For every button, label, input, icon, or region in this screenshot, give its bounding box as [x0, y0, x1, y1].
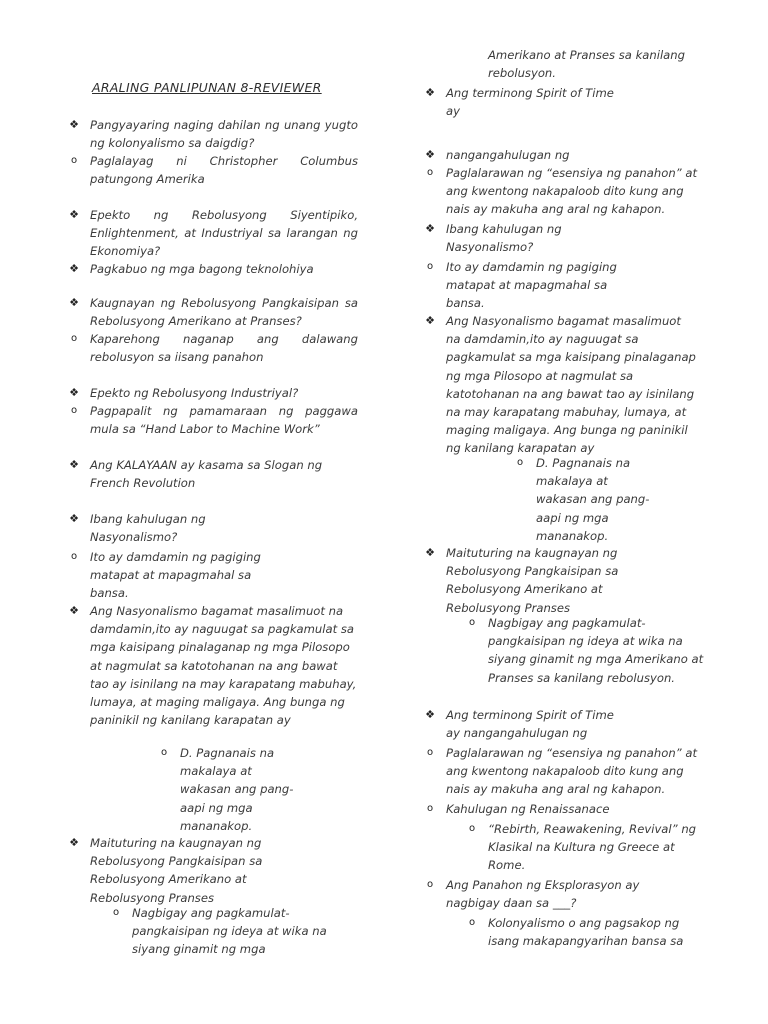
list-item-text: Paglalarawan ng “esensiya ng panahon” at ang kwentong nakapaloob dito kung ang nais ay makuha ang aral ng kahapon. — [446, 746, 698, 797]
list-item — [422, 876, 662, 912]
list-item — [66, 260, 358, 278]
diamond-bullet-icon: ❖ — [69, 458, 79, 471]
circle-bullet-icon: o — [70, 333, 78, 344]
list-item — [66, 456, 358, 492]
list-item — [66, 152, 358, 188]
list-item — [66, 834, 296, 907]
list-item — [464, 820, 704, 875]
list-item-text: Maituturing na kaugnayan ng Rebolusyong Pangkaisipan sa Rebolusyong Amerikano at Rebolusyong Pranses — [446, 546, 619, 615]
list-item — [66, 330, 358, 366]
circle-bullet-icon: o — [468, 617, 476, 628]
list-item-text: Pangyayaring naging dahilan ng unang yugto ng kolonyalismo sa daigdig? — [90, 118, 358, 151]
list-item-text: Ang Panahon ng Eksplorasyon ay nagbigay daan sa ___? — [446, 878, 640, 911]
diamond-bullet-icon: ❖ — [425, 222, 435, 235]
list-item-text: Ibang kahulugan ng Nasyonalismo? — [90, 512, 206, 545]
circle-bullet-icon: o — [160, 747, 168, 758]
circle-bullet-icon: o — [70, 155, 78, 166]
list-item-text: Pagkabuo ng mga bagong teknolohiya — [90, 262, 314, 276]
list-item-text: Ang KALAYAAN ay kasama sa Slogan ng French Revolution — [90, 458, 323, 491]
list-item-text: Ang Nasyonalismo bagamat masalimuot na damdamin,ito ay naguugat sa pagkamulat sa mga kaisipang pinalaganap ng mga Pilosopo at nagmulat sa katotohanan na ang bawat tao ay isinilang na may karapatang mabuhay, lumaya, at maging maligaya. Ang bunga ng paninikil ng kanilang karapatan ay — [90, 604, 357, 728]
list-item — [156, 744, 306, 835]
list-item-text: Nagbigay ang pagkamulat-pangkaisipan ng ideya at wika na siyang ginamit ng mga Amerikano at Pranses sa kanilang rebolusyon. — [488, 616, 704, 685]
list-item-text: nangangahulugan ng — [446, 148, 570, 162]
circle-bullet-icon: o — [112, 907, 120, 918]
diamond-bullet-icon: ❖ — [69, 296, 79, 309]
list-item — [66, 384, 358, 402]
list-item-text: Paglalayag ni Christopher Columbus patungong Amerika — [90, 154, 358, 187]
circle-bullet-icon: o — [516, 457, 524, 468]
list-item-text: Ang Nasyonalismo bagamat masalimuot na damdamin,ito ay naguugat sa pagkamulat sa mga kaisipang pinalaganap ng mga Pilosopo at nagmulat sa katotohanan na ang bawat tao ay isinilang na may karapatang mabuhay, lumaya, at maging maligaya. Ang bunga ng paninikil ng kanilang karapatan ay — [446, 314, 696, 456]
circle-bullet-icon: o — [70, 405, 78, 416]
diamond-bullet-icon: ❖ — [425, 86, 435, 99]
list-item — [464, 46, 714, 82]
list-item-text: Epekto ng Rebolusyong Siyentipiko, Enlightenment, at Industriyal sa larangan ng Ekonomiya? — [90, 208, 358, 259]
list-item-text: Ito ay damdamin ng pagiging matapat at mapagmahal sa bansa. — [446, 260, 617, 311]
circle-bullet-icon: o — [426, 803, 434, 814]
list-item — [422, 800, 698, 818]
list-item-text: Paglalarawan ng “esensiya ng panahon” at ang kwentong nakapaloob dito kung ang nais ay makuha ang aral ng kahapon. — [446, 166, 698, 217]
list-item — [464, 914, 704, 950]
list-item-text: Pagpapalit ng pamamaraan ng paggawa mula sa “Hand Labor to Machine Work” — [90, 404, 358, 437]
list-item — [66, 206, 358, 261]
list-item-text: D. Pagnanais na makalaya at wakasan ang pang-aapi ng mga mananakop. — [536, 456, 650, 543]
list-item-text: Maituturing na kaugnayan ng Rebolusyong Pangkaisipan sa Rebolusyong Amerikano at Rebolusyong Pranses — [90, 836, 263, 905]
list-item — [66, 548, 286, 603]
list-item — [66, 602, 358, 729]
diamond-bullet-icon: ❖ — [425, 546, 435, 559]
list-item — [422, 146, 698, 164]
list-item — [108, 904, 348, 959]
list-item — [66, 402, 358, 438]
list-item — [422, 544, 652, 617]
list-item — [422, 84, 698, 120]
list-item-text: Kaparehong naganap ang dalawang rebolusyon sa iisang panahon — [90, 332, 358, 365]
diamond-bullet-icon: ❖ — [425, 708, 435, 721]
circle-bullet-icon: o — [426, 879, 434, 890]
diamond-bullet-icon: ❖ — [69, 836, 79, 849]
list-item — [66, 116, 358, 152]
circle-bullet-icon: o — [468, 917, 476, 928]
list-item-text: Ang terminong Spirit of Time ay — [446, 86, 614, 119]
list-item-text: Ibang kahulugan ng Nasyonalismo? — [446, 222, 562, 255]
list-item — [422, 164, 698, 219]
list-item-text: Kaugnayan ng Rebolusyong Pangkaisipan sa Rebolusyong Amerikano at Pranses? — [90, 296, 358, 329]
diamond-bullet-icon: ❖ — [69, 604, 79, 617]
list-item — [66, 510, 358, 546]
page-title: ARALING PANLIPUNAN 8-REVIEWER — [92, 80, 322, 95]
diamond-bullet-icon: ❖ — [69, 208, 79, 221]
list-item — [66, 294, 358, 330]
diamond-bullet-icon: ❖ — [425, 148, 435, 161]
list-item — [422, 258, 642, 313]
diamond-bullet-icon: ❖ — [69, 118, 79, 131]
list-item-text: Epekto ng Rebolusyong Industriyal? — [90, 386, 299, 400]
list-item — [464, 614, 704, 687]
diamond-bullet-icon: ❖ — [69, 262, 79, 275]
list-item-text: Nagbigay ang pagkamulat-pangkaisipan ng ideya at wika na siyang ginamit ng mga — [132, 906, 327, 957]
diamond-bullet-icon: ❖ — [69, 386, 79, 399]
circle-bullet-icon: o — [426, 167, 434, 178]
list-item-text: Kahulugan ng Renaissanace — [446, 802, 610, 816]
diamond-bullet-icon: ❖ — [69, 512, 79, 525]
list-item-text: Ito ay damdamin ng pagiging matapat at mapagmahal sa bansa. — [90, 550, 261, 601]
list-item — [422, 312, 698, 458]
circle-bullet-icon: o — [70, 551, 78, 562]
diamond-bullet-icon: ❖ — [425, 314, 435, 327]
list-item-text: Ang terminong Spirit of Time ay nangangahulugan ng — [446, 708, 614, 741]
list-item — [512, 454, 662, 545]
circle-bullet-icon: o — [426, 747, 434, 758]
list-item-text: “Rebirth, Reawakening, Revival” ng Klasikal na Kultura ng Greece at Rome. — [488, 822, 697, 873]
list-item-text: Kolonyalismo o ang pagsakop ng isang makapangyarihan bansa sa — [488, 916, 684, 949]
list-item — [422, 744, 698, 799]
list-item — [422, 220, 698, 256]
list-item-text: Amerikano at Pranses sa kanilang rebolusyon. — [488, 48, 685, 81]
list-item-text: D. Pagnanais na makalaya at wakasan ang pang-aapi ng mga mananakop. — [180, 746, 294, 833]
list-item — [422, 706, 698, 742]
circle-bullet-icon: o — [426, 261, 434, 272]
circle-bullet-icon: o — [468, 823, 476, 834]
